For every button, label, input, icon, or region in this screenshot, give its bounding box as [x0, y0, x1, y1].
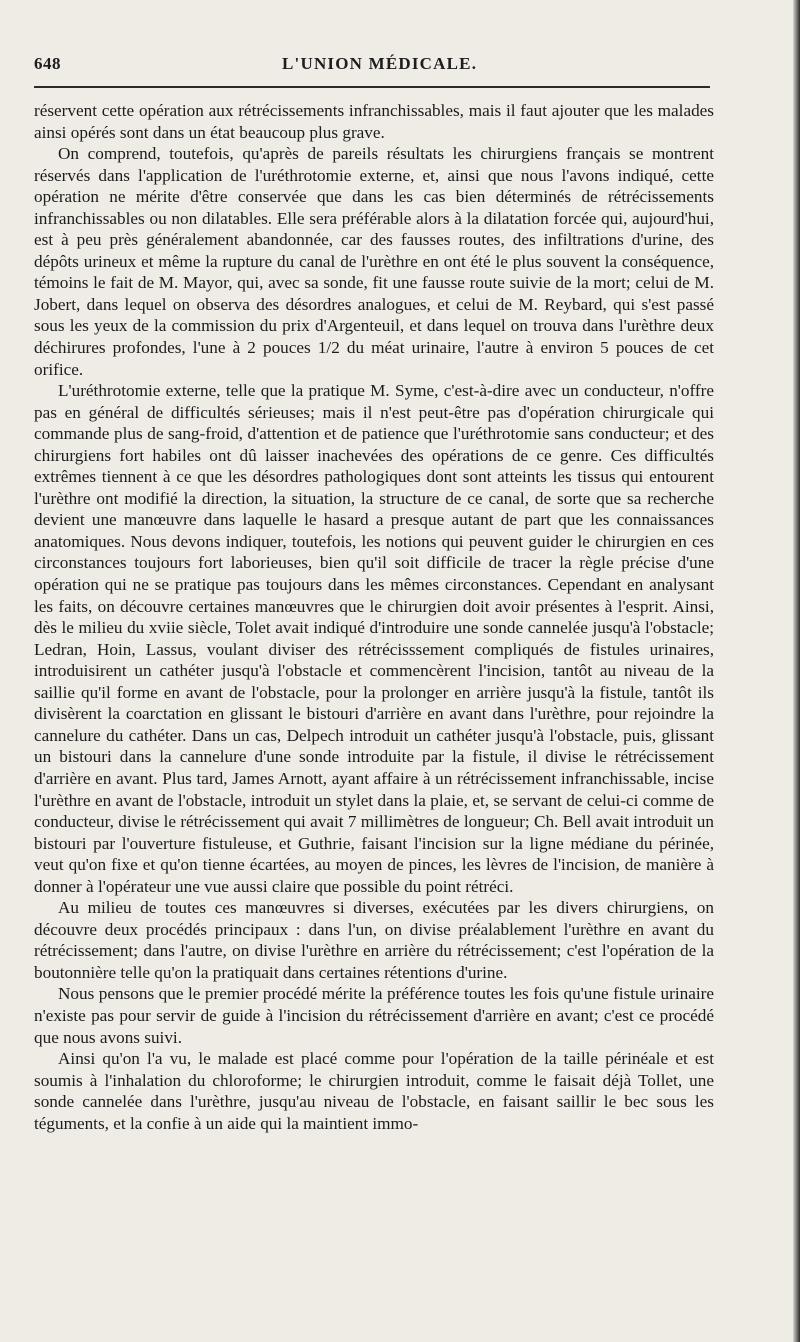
running-title: L'UNION MÉDICALE. — [282, 54, 478, 73]
paragraph-4: Au milieu de toutes ces manœuvres si diverses, exécutées par les divers chirurgiens, on découvre deux procédés principaux : dans l'un, on divise préalablement l'urèthre en avant du rétrécissement; dans l'autre, on divise l'urèthre en arrière du rétrécissement; c'est l'opération de la boutonnière telle qu'on la pratiquait dans certaines rétentions d'urine. — [34, 898, 714, 982]
paragraph-6: Ainsi qu'on l'a vu, le malade est placé comme pour l'opération de la taille périnéale et est soumis à l'inhalation du chloroforme; le chirurgien introduit, comme le faisait déjà Tollet, une sonde cannelée dans l'urèthre, jusqu'au niveau de l'obstacle, en faisant saillir le bec sous les téguments, et la confie à un aide qui la maintient immo- — [34, 1049, 714, 1133]
body-text — [34, 100, 714, 1134]
paragraph-3: L'uréthrotomie externe, telle que la pratique M. Syme, c'est-à-dire avec un conducteur, n'offre pas en général de difficultés sérieuses; mais il n'est peut-être pas d'opération chirurgicale qui commande plus de sang-froid, d'attention et de patience que l'uréthrotomie sans conducteur; et des chirurgiens fort habiles ont dû laisser inachevées des opérations de ce genre. Ces difficultés extrêmes tiennent à ce que les désordres pathologiques dont sont atteints les tissus qui entourent l'urèthre ont modifié la direction, la situation, la structure de ce canal, de sorte que sa recherche devient une manœuvre dans laquelle le hasard a presque autant de part que les connaissances anatomiques. Nous devons indiquer, toutefois, les notions qui peuvent guider le chirurgien en ces circonstances toujours fort laborieuses, bien qu'il soit difficile de tracer la règle précise d'une opération qui ne se pratique pas toujours dans les mêmes circonstances. Cependant en analysant les faits, on découvre certaines manœuvres que le chirurgien doit avoir présentes à l'esprit. Ainsi, dès le milieu du xviie siècle, Tolet avait indiqué d'introduire une sonde cannelée jusqu'à l'obstacle; Ledran, Hoin, Lassus, voulant diviser des rétrécisssement compliqués de fistules urinaires, introduisirent un cathéter jusqu'à l'obstacle et commencèrent l'incision, tantôt au niveau de la saillie qu'il forme en avant de l'obstacle, pour la prolonger en arrière jusqu'à la fistule, tantôt ils divisèrent la coarctation en glissant le bistouri d'arrière en avant dans l'urèthre, pour rejoindre la cannelure du cathéter. Dans un cas, Delpech introduit un cathéter jusqu'à l'obstacle, puis, glissant un bistouri dans la cannelure d'une sonde introduite par la fistule, il divise le rétrécissement d'arrière en avant. Plus tard, James Arnott, ayant affaire à un rétrécissement infranchissable, incise l'urèthre en avant de l'obstacle, introduit un stylet dans la plaie, et, se servant de celui-ci comme de conducteur, divise le rétrécissement qui avait 7 millimètres de longueur; Ch. Bell avait introduit un bistouri par l'ouverture fistuleuse, et Guthrie, faisant l'incision sur la ligne médiane du périnée, veut qu'on fixe et qu'on tienne écartées, au moyen de pinces, les lèvres de l'incision, de manière à donner à l'opérateur une vue aussi claire que possible du point rétréci. — [34, 381, 714, 896]
page-header — [34, 54, 710, 80]
paragraph-1: réservent cette opération aux rétrécissements infranchissables, mais il faut ajouter que les malades ainsi opérés sont dans un état beaucoup plus grave. — [34, 101, 714, 142]
paragraph-2: On comprend, toutefois, qu'après de pareils résultats les chirurgiens français se montrent réservés dans l'application de l'uréthrotomie externe, et, ainsi que nous l'avons indiqué, cette opération ne mérite d'être conservée que dans les cas bien déterminés de rétrécissements infranchissables ou non dilatables. Elle sera préférable alors à la dilatation forcée qui, aujourd'hui, est à peu près généralement abandonnée, car des fausses routes, des infiltrations d'urine, des dépôts urineux et même la rupture du canal de l'urèthre en ont été le plus souvent la conséquence, témoins le fait de M. Mayor, qui, avec sa sonde, fit une fausse route suivie de la mort; celui de M. Jobert, dans lequel on observa des désordres analogues, et celui de M. Reybard, qui s'est passé sous les yeux de la commission du prix d'Argenteuil, et dans lequel on trouva dans l'urèthre deux déchirures profondes, l'une à 2 pouces 1/2 du méat urinaire, l'autre à environ 5 pouces de cet orifice. — [34, 144, 714, 379]
page-number: 648 — [34, 54, 61, 73]
paragraph-5: Nous pensons que le premier procédé mérite la préférence toutes les fois qu'une fistule urinaire n'existe pas pour servir de guide à l'incision du rétrécissement d'arrière en avant; c'est ce procédé que nous avons suivi. — [34, 984, 714, 1047]
header-rule — [34, 86, 710, 88]
page-edge-shadow — [793, 0, 800, 1342]
